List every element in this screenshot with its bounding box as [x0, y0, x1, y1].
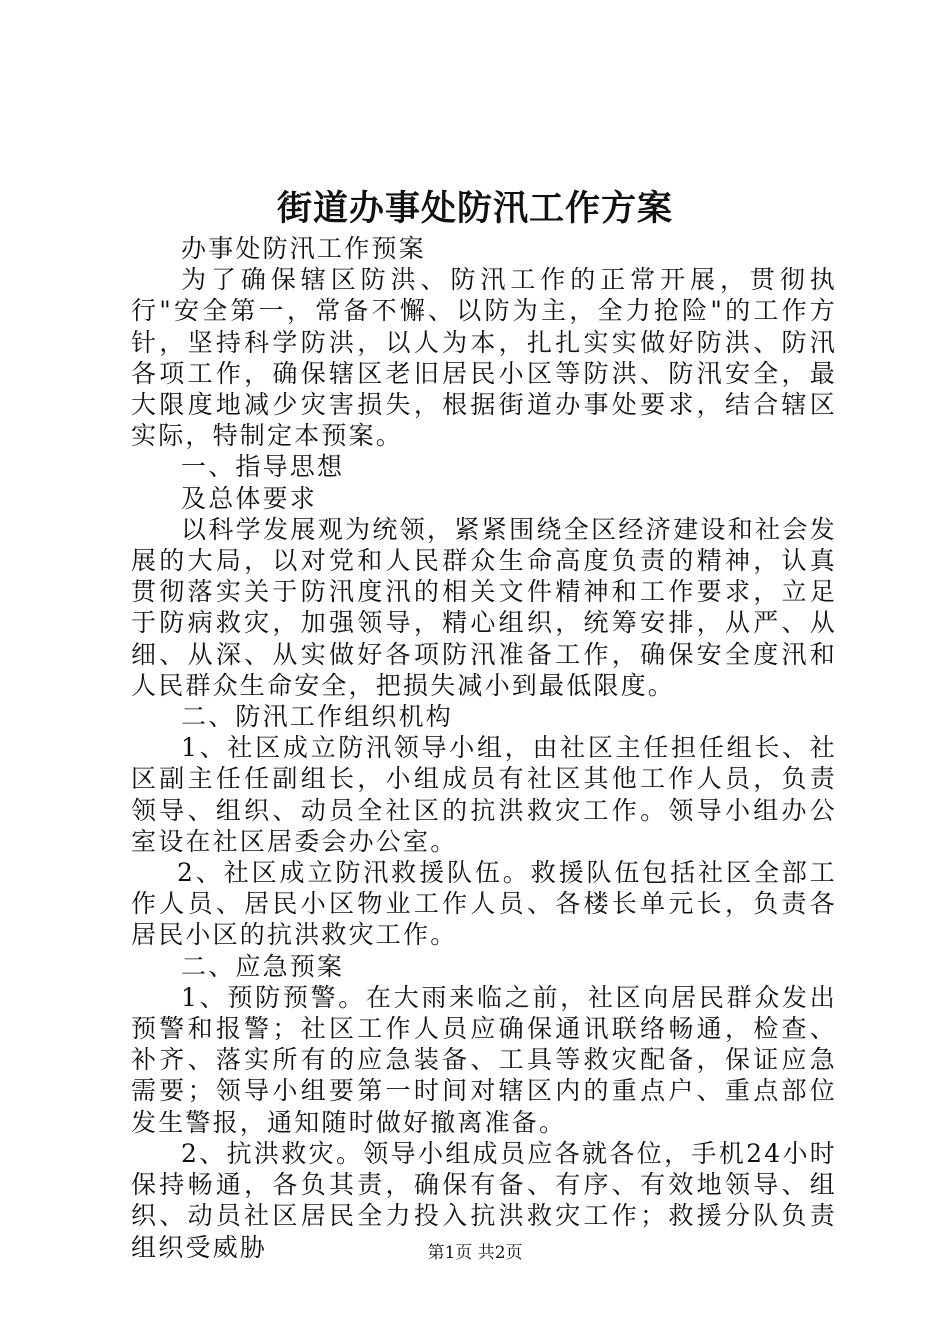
paragraph-early-warning: 1、预防预警。在大雨来临之前，社区向居民群众发出预警和报警；社区工作人员应确保通讯联络畅通，检查、补齐、落实所有的应急装备、工具等救灾配备，保证应急需要；领导小组要第一时间对辖区内的重点户、重点部位发生警报，通知随时做好撤离准备。 [131, 982, 837, 1137]
heading-organization: 二、防汛工作组织机构 [181, 702, 454, 732]
page-footer: 第1页 共2页 [427, 1243, 523, 1263]
document-title: 街道办事处防汛工作方案 [276, 188, 673, 229]
heading-overall-requirements: 及总体要求 [181, 483, 318, 513]
heading-guiding-ideology: 一、指导思想 [181, 452, 345, 482]
paragraph-plan-name: 办事处防汛工作预案 [181, 234, 426, 263]
paragraph-requirements: 以科学发展观为统领，紧紧围绕全区经济建设和社会发展的大局，以对党和人民群众生命高度负责的精神，认真贯彻落实关于防汛度汛的相关文件精神和工作要求，立足于防病救灾，加强领导，精心组织，统筹安排，从严、从细、从深、从实做好各项防汛准备工作，确保安全度汛和人民群众生命安全，把损失减小到最低限度。 [131, 514, 837, 700]
paragraph-rescue-team: 2、社区成立防汛救援队伍。救援队伍包括社区全部工作人员、居民小区物业工作人员、各楼长单元长，负责各居民小区的抗洪救灾工作。 [131, 858, 837, 950]
heading-emergency-plan: 二、应急预案 [181, 951, 345, 981]
document-body [131, 233, 837, 1263]
paragraph-flood-relief: 2、抗洪救灾。领导小组成员应各就各位，手机24小时保持畅通，各负其责，确保有备、有序、有效地领导、组织、动员社区居民全力投入抗洪救灾工作；救援分队负责组织受威胁 [131, 1138, 837, 1262]
paragraph-intro: 为了确保辖区防洪、防汛工作的正常开展，贯彻执行"安全第一，常备不懈、以防为主，全力抢险"的工作方针，坚持科学防洪，以人为本，扎扎实实做好防洪、防汛各项工作，确保辖区老旧居民小区等防洪、防汛安全，最大限度地减少灾害损失，根据街道办事处要求，结合辖区实际，特制定本预案。 [131, 265, 837, 451]
paragraph-leading-group: 1、社区成立防汛领导小组，由社区主任担任组长、社区副主任任副组长，小组成员有社区其他工作人员，负责领导、组织、动员全社区的抗洪救灾工作。领导小组办公室设在社区居委会办公室。 [131, 733, 837, 856]
